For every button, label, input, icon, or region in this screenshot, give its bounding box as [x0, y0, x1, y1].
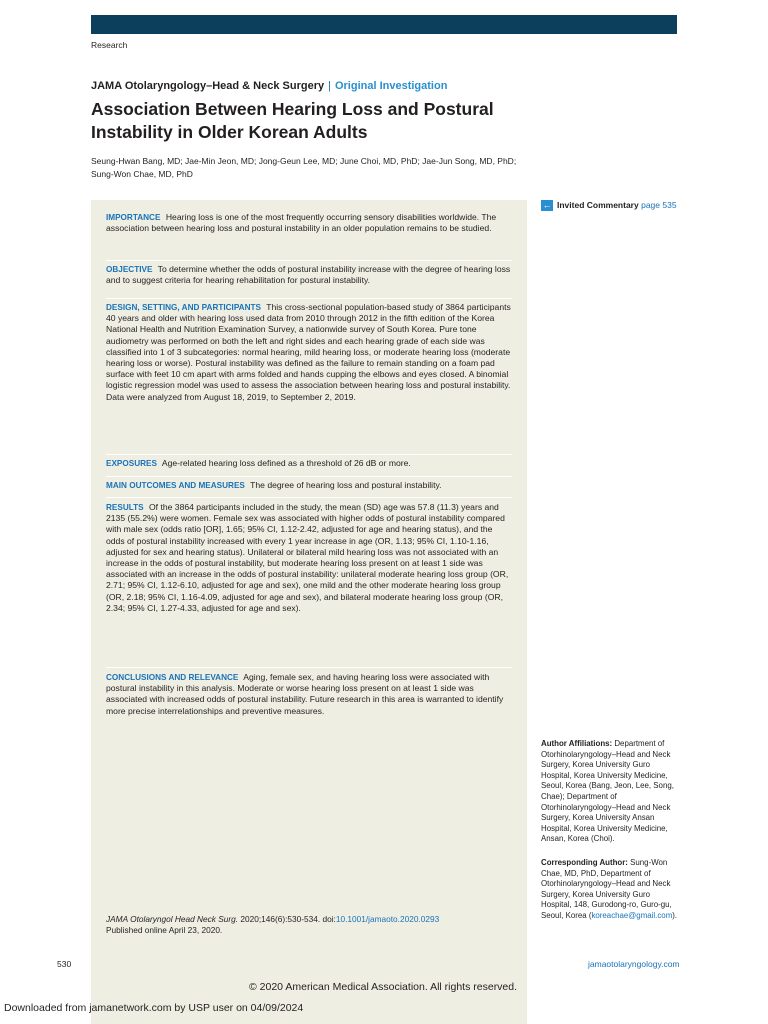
- divider: [106, 454, 512, 455]
- journal-site-link[interactable]: jamaotolaryngology.com: [588, 959, 680, 969]
- abstract-exposures: [106, 458, 512, 473]
- exposures-heading: EXPOSURES: [106, 459, 157, 468]
- design-text: This cross-sectional population-based study of 3864 participants 40 years and older with hearing loss used data from 2010 through 2012 in the fifth edition of the Korea National Health and Nutrition Examination Survey, a nationwide survey of South Korea. Pure tone audiometry was performed on both the left and right sides and each hearing grade of each side was classified into 1 of 3 subcategories: normal hearing, mild hearing loss, or moderate hearing loss (moderate hearing loss or worse). Postural instability was defined as the failure to remain standing on a foam pad surface with feet 10 cm apart with arms folded and hands cupping the elbows and eyes closed. A binomial logistic regression model was used to assess the association between hearing loss and postural instability. Data were analyzed from August 18, 2019, to September 2, 2019.: [106, 302, 511, 402]
- commentary-label: Invited Commentary: [557, 200, 639, 210]
- author-affiliations: [541, 739, 681, 845]
- invited-commentary[interactable]: [541, 200, 677, 211]
- design-heading: DESIGN, SETTING, AND PARTICIPANTS: [106, 303, 261, 312]
- page-number: 530: [57, 959, 72, 969]
- corresponding-email-link[interactable]: koreachae@gmail.com: [591, 910, 673, 920]
- copyright-notice: © 2020 American Medical Association. All rights reserved.: [249, 981, 518, 993]
- conclusions-text: Aging, female sex, and having hearing loss were associated with postural instability in this analysis. Moderate or worse hearing loss present on at least 1 side was associated with increased odds of postural instability. Future research in this area is warranted to identify more precise interrelationships and preventive measures.: [106, 672, 504, 716]
- author-list: Seung-Hwan Bang, MD; Jae-Min Jeon, MD; Jong-Geun Lee, MD; June Choi, MD, PhD; Jae-Jun Song, MD, PhD; Sung-Won Chae, MD, PhD: [91, 156, 517, 179]
- journal-name: JAMA Otolaryngology–Head & Neck Surgery: [91, 80, 325, 92]
- objective-heading: OBJECTIVE: [106, 265, 153, 274]
- abstract-importance: [106, 212, 512, 238]
- outcomes-heading: MAIN OUTCOMES AND MEASURES: [106, 481, 245, 490]
- corresponding-heading: Corresponding Author:: [541, 858, 628, 867]
- published-date: Published online April 23, 2020.: [106, 925, 223, 935]
- divider: [106, 298, 512, 299]
- results-text: Of the 3864 participants included in the study, the mean (SD) age was 57.8 (11.3) years and 2135 (55.2%) were women. Female sex was associated with higher odds of postural instability compared with male sex (odds ratio [OR], 1.65; 95% CI, 1.12-2.42, adjusted for age and hearing status), and the odds of postural instability increased with every 1 year increase in age (OR, 1.13; 95% CI, 1.10-1.16, adjusted for sex and hearing status). Unilateral or bilateral mild hearing loss was not associated with an increase in the odds of postural instability, but moderate hearing loss present on at least 1 side was associated with an increase in the odds of postural instability: unilateral moderate hearing loss group (OR, 2.71; 95% CI, 1.12-6.10, adjusted for age and sex), one mild and the other moderate hearing loss group (OR, 2.18; 95% CI, 1.16-4.09, adjusted for age and sex), and bilateral moderate hearing loss group (OR, 2.34; 95% CI, 1.27-4.33, adjusted for age and sex).: [106, 502, 509, 613]
- affiliations-text: Department of Otorhinolaryngology–Head and Neck Surgery, Korea University Guro Hospital, Korea University Medicine, Seoul, Korea (Bang, Jeon, Lee, Song, Chae); Department of Otorhinolaryngology–Head and Neck Surgery, Korea University Ansan Hospital, Korea University Medicine, Ansan, Korea (Choi).: [541, 739, 674, 844]
- abstract-conclusions: [106, 672, 512, 721]
- objective-text: To determine whether the odds of postural instability increase with the degree of hearing loss and to suggest criteria for hearing rehabilitation for postural instability.: [106, 264, 511, 286]
- importance-text: Hearing loss is one of the most frequently occurring sensory disabilities worldwide. The association between hearing loss and postural instability in an older population remains to be studied.: [106, 212, 497, 234]
- divider: [106, 497, 512, 498]
- doi-link[interactable]: 10.1001/jamaoto.2020.0293: [335, 914, 440, 924]
- affiliations-heading: Author Affiliations:: [541, 739, 613, 748]
- article-type[interactable]: Original Investigation: [334, 80, 448, 92]
- citation: [106, 914, 439, 936]
- importance-heading: IMPORTANCE: [106, 213, 161, 222]
- conclusions-heading: CONCLUSIONS AND RELEVANCE: [106, 673, 239, 682]
- commentary-page-link[interactable]: page 535: [641, 200, 677, 210]
- divider: [106, 260, 512, 261]
- article-title: Association Between Hearing Loss and Postural Instability in Older Korean Adults: [91, 99, 494, 142]
- separator: |: [328, 80, 331, 92]
- results-heading: RESULTS: [106, 503, 144, 512]
- divider: [106, 476, 512, 477]
- abstract-box: [91, 200, 527, 1024]
- divider: [106, 667, 512, 668]
- journal-line: [91, 80, 447, 92]
- abstract-results: [106, 502, 512, 618]
- header-bar: [91, 15, 677, 34]
- citation-volume: 2020;146(6):530-534. doi:: [240, 914, 336, 924]
- download-note: Downloaded from jamanetwork.com by USP user on 04/09/2024: [4, 1002, 304, 1014]
- exposures-text: Age-related hearing loss defined as a threshold of 26 dB or more.: [161, 458, 411, 468]
- outcomes-text: The degree of hearing loss and postural instability.: [250, 480, 442, 490]
- abstract-design: [106, 302, 512, 407]
- abstract-objective: [106, 264, 512, 290]
- section-label: Research: [91, 40, 128, 50]
- arrow-left-icon: ←: [542, 200, 552, 211]
- abstract-outcomes: [106, 480, 512, 495]
- corresponding-text: Sung-Won Chae, MD, PhD, Department of Otorhinolaryngology–Head and Neck Surgery, Korea University Guro Hospital, 148, Gurodong-ro, Guro-gu, Seoul, Korea: [541, 858, 672, 920]
- citation-journal: JAMA Otolaryngol Head Neck Surg.: [106, 914, 239, 924]
- corresponding-author: Corresponding Author: Sung-Won Chae, MD, PhD, Department of Otorhinolaryngology–Head and Neck Surgery, Korea University Guro Hospital, 148, Gurodong-ro, Guro-gu, Seoul, Korea (koreachae@gmail.com).: [541, 858, 678, 920]
